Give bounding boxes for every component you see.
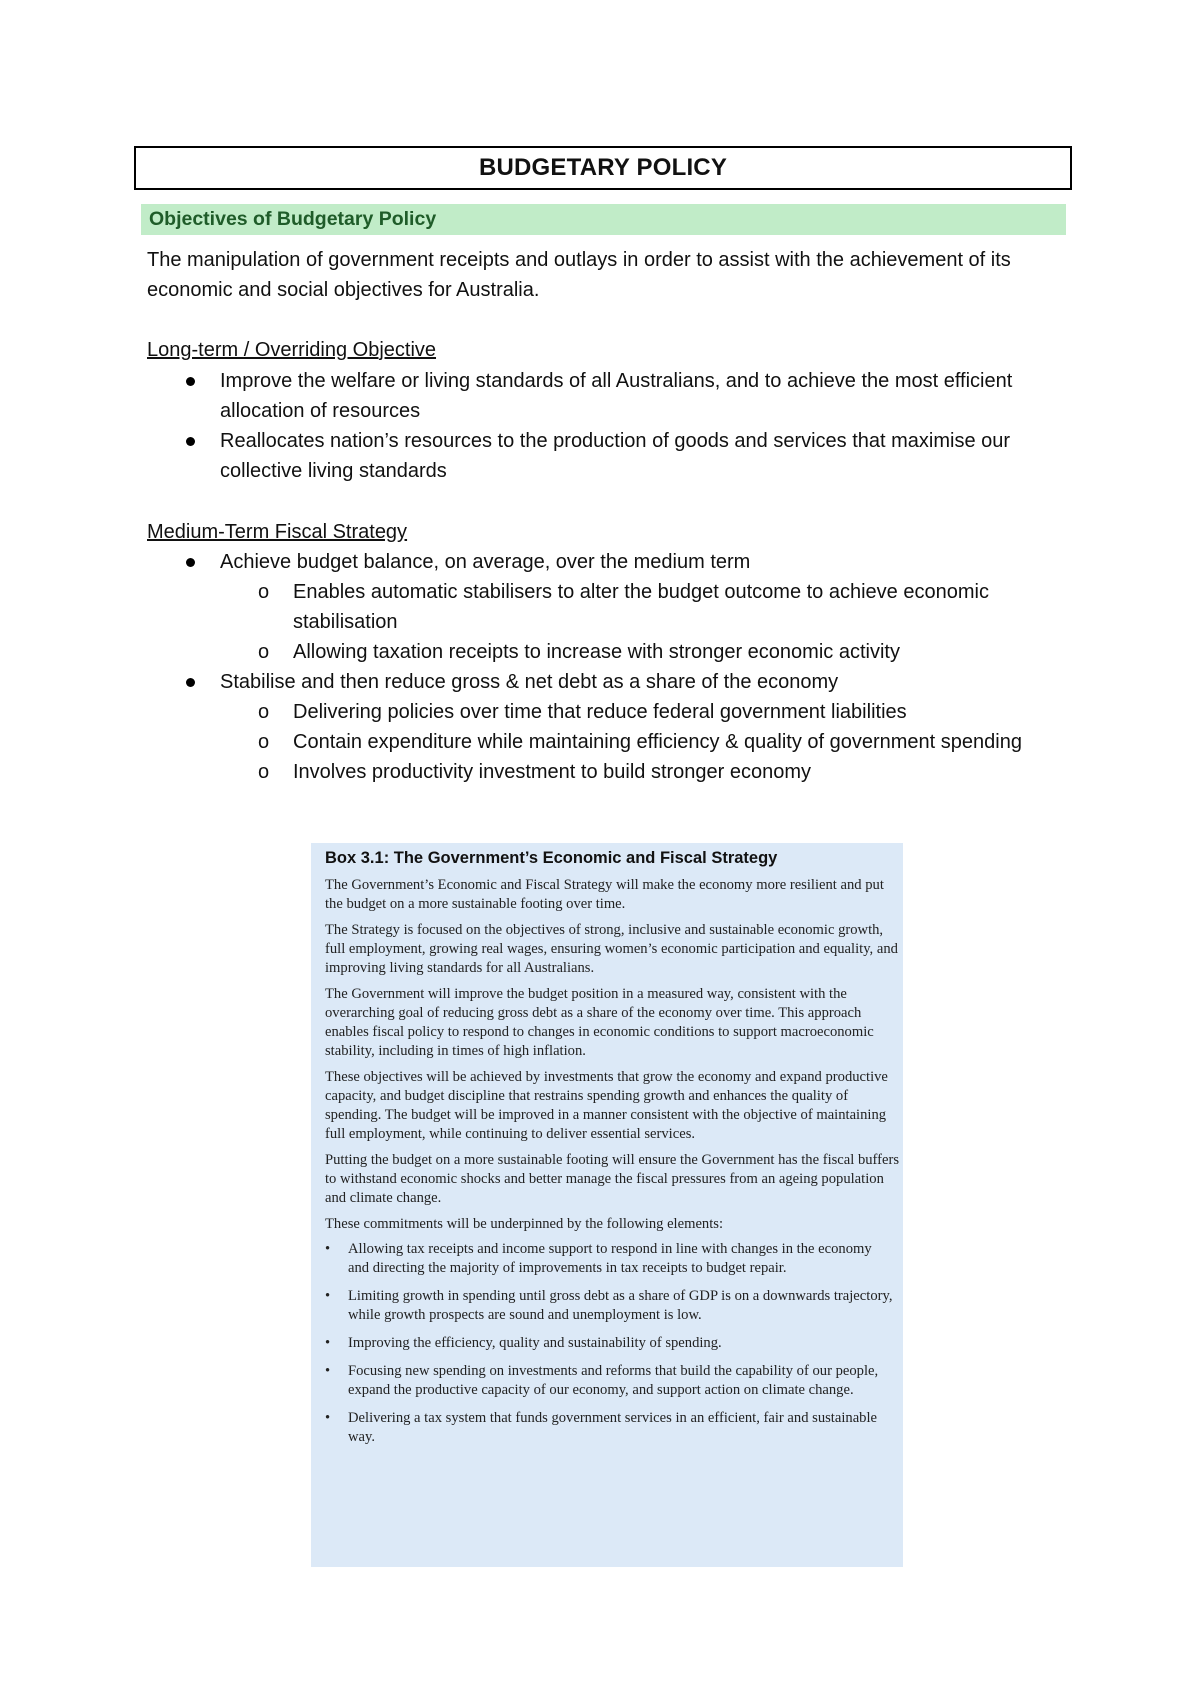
list-item <box>0 366 1040 426</box>
box-paragraph: The Government’s Economic and Fiscal Strategy will make the economy more resilient and put the budget on a more sustainable footing over time. <box>325 877 884 912</box>
list-item <box>0 667 1040 697</box>
box-paragraph: These objectives will be achieved by investments that grow the economy and expand productive capacity, and budget discipline that restrains spending growth and enhances the quality of spending. The budget will be improved in a manner consistent with the objective of maintaining full employment, while continuing to deliver essential services. <box>325 1069 888 1142</box>
medium-term-heading: Medium-Term Fiscal Strategy <box>147 521 408 543</box>
box-paragraph: The Strategy is focused on the objectives of strong, inclusive and sustainable economic growth, full employment, growing real wages, ensuring women’s economic participation and equality, and improving living standards for all Australians. <box>325 922 898 976</box>
box-bullet-marker: • <box>325 1288 331 1304</box>
list-item <box>0 426 1040 486</box>
sub-list-item <box>0 577 1053 637</box>
box-list-item <box>319 1362 893 1400</box>
box-list-item <box>319 1240 893 1278</box>
box-paragraph: These commitments will be underpinned by the following elements: <box>325 1216 724 1232</box>
sub-list-item-text: Involves productivity investment to build stronger economy <box>293 761 812 783</box>
list-item-text: Reallocates nation’s resources to the production of goods and services that maximise our collective living standards <box>220 430 1011 482</box>
box-bullet-marker: • <box>325 1241 331 1257</box>
box-list-item-text: Delivering a tax system that funds government services in an efficient, fair and sustainable way. <box>348 1410 877 1445</box>
box-bullet-marker: • <box>325 1335 331 1351</box>
sub-bullet-marker: o <box>258 701 270 723</box>
bullet-icon <box>186 437 195 446</box>
sub-list-item-text: Delivering policies over time that reduce federal government liabilities <box>293 701 907 723</box>
long-term-heading: Long-term / Overriding Objective <box>147 339 437 361</box>
sub-list-item <box>0 697 1053 727</box>
bullet-icon <box>186 558 195 567</box>
section-heading-text: Objectives of Budgetary Policy <box>149 208 437 230</box>
sub-list-item-text: Contain expenditure while maintaining efficiency & quality of government spending <box>293 731 1022 753</box>
section-heading <box>141 204 1066 235</box>
box-bullet-marker: • <box>325 1410 331 1426</box>
box-list-item-text: Improving the efficiency, quality and sustainability of spending. <box>348 1335 722 1351</box>
medium-term-list <box>0 547 1200 787</box>
box-list-item <box>319 1409 893 1447</box>
list-item-text: Achieve budget balance, on average, over the medium term <box>220 551 751 573</box>
strategy-box-image <box>311 843 903 1567</box>
sub-list-item <box>0 637 1053 667</box>
list-item-text: Improve the welfare or living standards of all Australians, and to achieve the most efficient allocation of resources <box>220 370 1013 422</box>
bullet-icon <box>186 678 195 687</box>
sub-list-item-text: Allowing taxation receipts to increase with stronger economic activity <box>293 641 900 663</box>
box-list-item <box>319 1287 893 1325</box>
box-title: Box 3.1: The Government’s Economic and Fiscal Strategy <box>325 849 778 867</box>
box-paragraph: The Government will improve the budget position in a measured way, consistent with the overarching goal of reducing gross debt as a share of the economy over time. This approach enables fiscal policy to respond to changes in economic conditions to support macroeconomic stability, including in times of high inflation. <box>325 986 874 1059</box>
list-item-text: Stabilise and then reduce gross & net debt as a share of the economy <box>220 671 839 693</box>
bullet-icon <box>186 377 195 386</box>
page-title: BUDGETARY POLICY <box>134 146 1072 190</box>
sub-list-item-text: Enables automatic stabilisers to alter the budget outcome to achieve economic stabilisation <box>293 581 989 633</box>
long-term-list <box>0 366 1200 486</box>
box-list-item-text: Focusing new spending on investments and reforms that build the capability of our people, expand the productive capacity of our economy, and support action on climate change. <box>348 1363 879 1398</box>
box-bullet-marker: • <box>325 1363 331 1379</box>
intro-paragraph: The manipulation of government receipts and outlays in order to assist with the achievement of its economic and social objectives for Australia. <box>147 249 1011 301</box>
box-list-item <box>319 1334 893 1353</box>
sub-bullet-marker: o <box>258 641 270 663</box>
box-paragraph: Putting the budget on a more sustainable footing will ensure the Government has the fiscal buffers to withstand economic shocks and better manage the fiscal pressures from an ageing population and climate change. <box>325 1152 900 1206</box>
box-bullet-list <box>319 1240 895 1447</box>
sub-bullet-marker: o <box>258 581 270 603</box>
sub-list-item <box>0 727 1053 757</box>
box-list-item-text: Limiting growth in spending until gross debt as a share of GDP is on a downwards trajectory, while growth prospects are sound and unemployment is low. <box>348 1288 893 1323</box>
sub-bullet-marker: o <box>258 761 270 783</box>
sub-list-item <box>0 757 1053 787</box>
list-item <box>0 547 1040 577</box>
sub-bullet-marker: o <box>258 731 270 753</box>
box-list-item-text: Allowing tax receipts and income support to respond in line with changes in the economy and directing the majority of improvements in tax receipts to budget repair. <box>348 1241 872 1276</box>
